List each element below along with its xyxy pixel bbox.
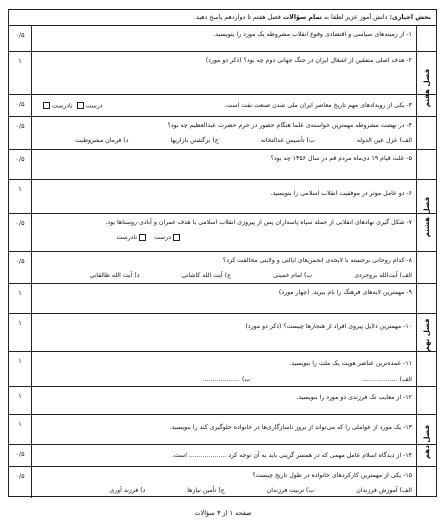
option[interactable]: ج) تأمین نیازها <box>187 487 225 494</box>
page-footer: صفحه ۱ از ۳ سؤالات <box>194 509 252 517</box>
question-text: ۱۰- مهمترین دلایل پیروی افراد از هنجارها چیست؟ (ذکر دو مورد) <box>245 323 412 330</box>
question-score: ۰/۵ <box>9 467 32 498</box>
option[interactable]: ج) آیت الله کاشانی <box>181 272 232 279</box>
instructions-header <box>9 10 436 26</box>
question-text: ۱۴- از دیدگاه اسلام عامل مهمی که در همسر گزینی باید به آن توجه کرد ................... است. <box>171 452 412 459</box>
question-score: ۱ <box>9 415 32 444</box>
question-score: ۰/۵ <box>9 26 32 51</box>
option[interactable]: ب) تأسیس عدالتخانه <box>260 137 315 144</box>
question-text: ۳- یکی از رویدادهای مهم تاریخ معاصر ایران ملی شدن صنعت نفت است. <box>224 102 412 109</box>
question-row-4 <box>9 117 436 150</box>
question-score: ۱ <box>9 284 32 313</box>
blank-a[interactable]: الف) .................. <box>362 376 412 383</box>
option[interactable]: د) فرمان مشروطیت <box>75 137 129 144</box>
answer-options <box>36 136 412 145</box>
question-row-6 <box>9 180 436 214</box>
question-row-10 <box>9 314 436 352</box>
false-checkbox[interactable] <box>139 234 146 241</box>
question-row-1 <box>9 26 436 52</box>
question-text: ۱۲- از معایب تک فرزندی دو مورد را بنویسید. <box>296 394 412 401</box>
question-score: ۱ <box>9 180 32 213</box>
question-text: ۸- کدام روحانی برجسته با لایحه‌ی انجمن‌های ایالتی و ولایتی مخالفت کرد؟ <box>222 257 412 264</box>
answer-blanks <box>36 375 412 384</box>
false-label: نادرست <box>52 102 73 110</box>
question-score: ۱ <box>9 52 32 94</box>
option[interactable]: د) فرزند آوری <box>109 487 146 494</box>
question-row-12 <box>9 387 436 415</box>
question-row-13 <box>9 415 436 445</box>
section-title: فصل نهم <box>422 318 431 352</box>
question-text: ۹- مهمترین لایه‌های فرهنگ را نام ببرید. (چهار مورد) <box>278 289 412 296</box>
section-title: فصل هشتم <box>422 196 431 237</box>
question-row-3 <box>9 95 436 117</box>
answer-options <box>36 486 412 495</box>
question-score: ۱ <box>9 387 32 414</box>
instructions-bold: تمام سؤالات <box>282 14 322 21</box>
section-title: فصل دهم <box>422 424 431 460</box>
section-title: فصل هفتم <box>422 68 431 107</box>
instructions-suffix: فصل هفتم تا دوازدهم پاسخ دهید. <box>194 14 283 21</box>
question-text: ۷- شکل گیری نهادهای انقلابی از جمله سپاه پاسداران پس از پیروزی انقلاب اسلامی با هدف عمران و آبادی روستاها بود. <box>105 219 412 226</box>
true-label: درست <box>153 234 171 241</box>
option[interactable]: ب) امام خمینی <box>273 272 313 279</box>
blank-b[interactable]: ب) ................... <box>202 376 251 383</box>
question-text: ۴- در نهضت مشروطه مهمترین خواسته‌ی علما هنگام حضور در حرم حضرت عبدالعظیم چه بود؟ <box>167 122 412 129</box>
question-row-15 <box>9 467 436 498</box>
true-checkbox[interactable] <box>77 102 84 109</box>
question-score: ۰/۵ <box>9 252 32 283</box>
question-text: ۶- دو عامل موثر در موفقیت انقلاب اسلامی را بنویسید. <box>270 190 412 197</box>
true-false-choice <box>41 102 103 110</box>
option[interactable]: الف) آموزش فرزندان <box>356 487 412 494</box>
false-checkbox[interactable] <box>43 102 50 109</box>
option[interactable]: الف) آیت‌الله بروجردی <box>354 272 412 279</box>
question-score: ۰/۵ <box>9 95 32 116</box>
question-score: ۰/۵ <box>9 214 32 251</box>
question-score: ۰/۵ <box>9 117 32 149</box>
section-label-10 <box>416 387 436 497</box>
question-row-2 <box>9 52 436 95</box>
question-text: ۱۱- عمده‌ترین عناصر هویت یک ملت را بنویسید. <box>289 360 412 367</box>
question-row-9 <box>9 284 436 314</box>
question-row-14 <box>9 445 436 467</box>
question-row-7 <box>9 214 436 252</box>
question-text: ۱۳- یک مورد از عواملی را که می‌تواند از بروز ناسازگاری‌ها در خانواده جلوگیری کند را بنویسید. <box>169 424 412 431</box>
question-score: ۰/۵ <box>9 445 32 466</box>
true-label: درست <box>85 102 103 110</box>
true-checkbox[interactable] <box>173 234 180 241</box>
question-text: ۵- علت قیام ۱۹ دی‌ماه مردم قم در سال ۱۳۵۶ چه بود؟ <box>270 155 412 162</box>
question-score: ۱ <box>9 314 32 351</box>
option[interactable]: الف) عزل عین الدوله <box>356 137 412 144</box>
exam-sheet <box>8 9 437 497</box>
question-text: ۱۵- یکی از مهمترین کارکردهای خانواده در طول تاریخ چیست؟ <box>252 472 412 479</box>
question-text: ۲- هدف اصلی متفقین از اشغال ایران در جنگ جهانی دوم چه بود؟ (ذکر دو مورد) <box>205 57 412 64</box>
question-text: ۱- از زمینه‌های سیاسی و اقتصادی وقوع انقلاب مشروطه یک مورد را بنویسید. <box>213 31 412 38</box>
question-score: ۰/۵ <box>9 150 32 179</box>
instructions-text: دانش آموز عزیز لطفا به <box>321 14 390 21</box>
option[interactable]: ب) تربیت فرزندان <box>266 487 315 494</box>
section-label-8 <box>416 150 436 284</box>
section-label-9 <box>416 284 436 387</box>
option[interactable]: ج) برگشتن بازاریها <box>170 137 219 144</box>
question-row-5 <box>9 150 436 180</box>
section-label-7 <box>416 26 436 150</box>
false-label: نادرست <box>116 234 138 241</box>
question-score: ۱ <box>9 352 32 386</box>
option[interactable]: د) آیت الله طالقانی <box>89 272 140 279</box>
answer-options <box>36 271 412 280</box>
question-row-8 <box>9 252 436 284</box>
question-row-11 <box>9 352 436 387</box>
instructions-prefix: بخش اجباری: <box>389 14 431 21</box>
true-false-choice <box>36 233 412 242</box>
